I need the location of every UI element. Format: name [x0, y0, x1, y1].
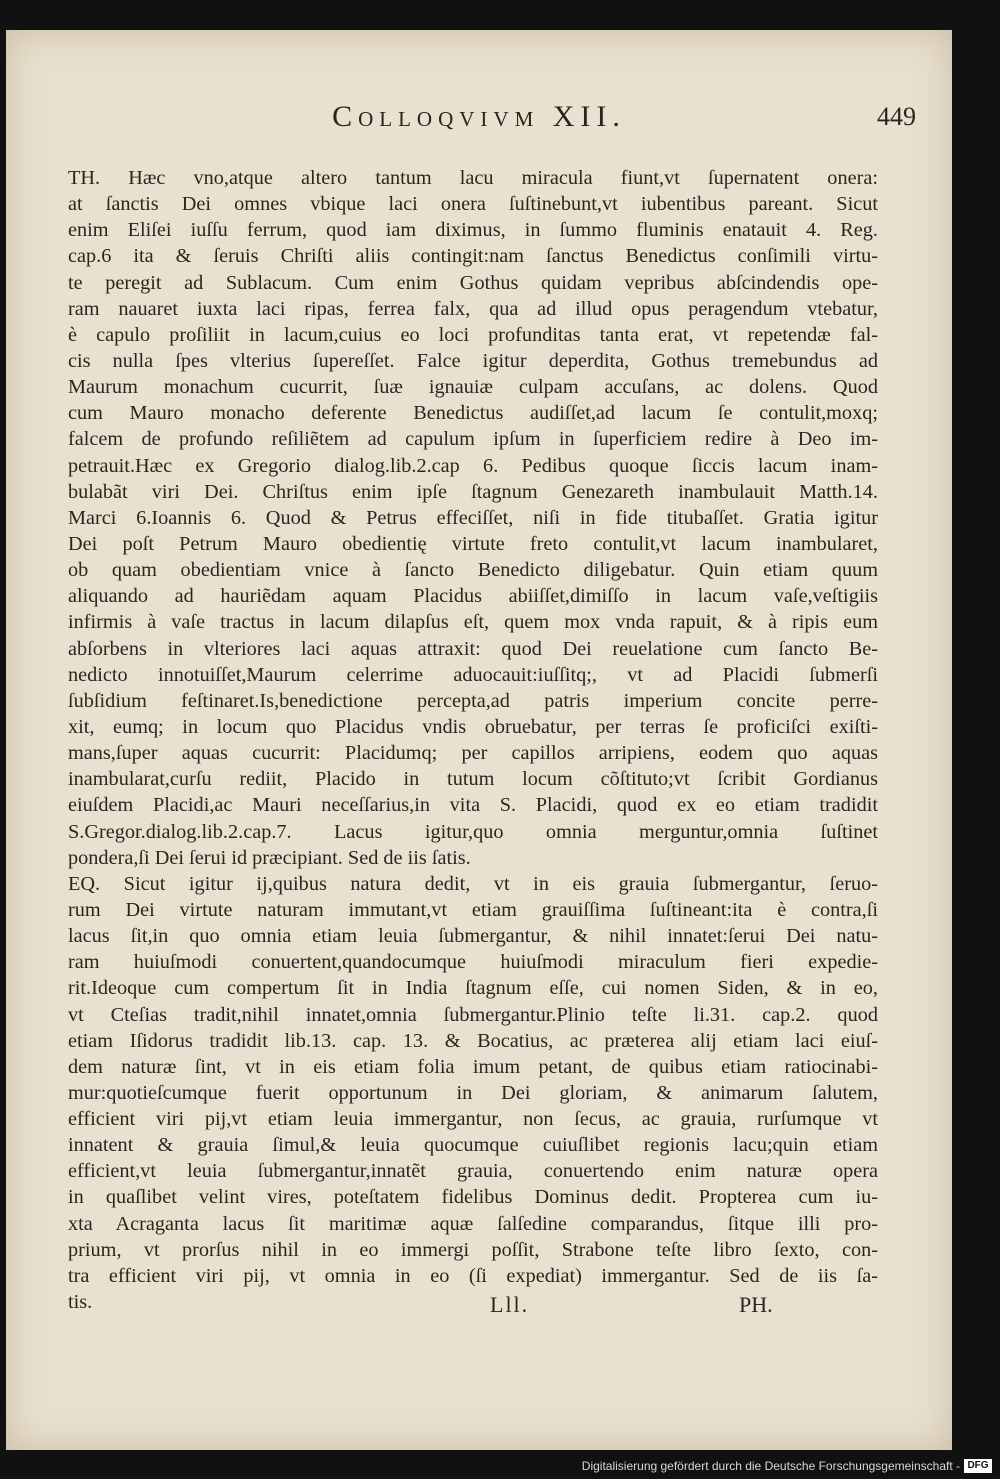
text-line: falcem de profundo reſiliẽtem ad capulum ipſum in ſuperficiem redire à Deo im-	[68, 428, 878, 451]
text-line: rum Dei virtute naturam immutant,vt etiam grauiſſima ſuſtineant:ita è contra,ſi	[68, 898, 878, 921]
text-line: xta Acraganta lacus ſit maritimæ aquæ ſalſedine comparandus, ſitque illi pro-	[68, 1212, 878, 1235]
text-line: efficient viri pij,vt etiam leuia immergantur, non ſecus, ac grauia, rurſumque vt	[68, 1108, 878, 1131]
text-line: Marci 6.Ioannis 6. Quod & Petrus effeciſſet, niſi in fide titubaſſet. Gratia igitur	[68, 506, 878, 529]
text-line: cis nulla ſpes vlterius ſupereſſet. Falce igitur deperdita, Gothus tremebundus ad	[68, 349, 878, 372]
text-line: è capulo proſiliit in lacum,cuius eo loci profunditas tanta erat, vt repetendæ fal-	[68, 323, 878, 346]
text-line: pondera,ſi Dei ſerui id præcipiant. Sed de iis ſatis.	[68, 846, 471, 869]
text-line: enim Eliſei iuſſu ferrum, quod iam diximus, in ſummo fluminis enatauit 4. Reg.	[68, 219, 878, 242]
text-line: mans,ſuper aquas cucurrit: Placidumq; per capillos arripiens, eodem quo aquas	[68, 742, 878, 765]
text-line: nedicto innotuiſſet,Maurum celerrime aduocauit:iuſſitq;, vt ad Placidi ſubmerſi	[68, 663, 878, 686]
text-line: innatent & grauia ſimul,& leuia quocumque cuiuſlibet regionis lacu;quin etiam	[68, 1134, 878, 1157]
text-line: in quaſlibet velint vires, poteſtatem fidelibus Dominus dedit. Propterea cum iu-	[68, 1186, 878, 1209]
text-line: ob quam obedientiam vnice à ſancto Benedicto diligebatur. Quin etiam quum	[68, 559, 878, 582]
text-line: rit.Ideoque cum compertum ſit in India ſtagnum eſſe, cui nomen Siden, & in eo,	[68, 977, 878, 1000]
text-line: cum Mauro monacho deferente Benedictus audiſſet,ad lacum ſe contulit,moxq;	[68, 402, 878, 425]
page-title: Colloqvivm XII.	[332, 100, 626, 133]
text-line: EQ. Sicut igitur ij,quibus natura dedit, vt in eis grauia ſubmergantur, ſeruo-	[68, 872, 878, 895]
text-line: S.Gregor.dialog.lib.2.cap.7. Lacus igitur,quo omnia merguntur,omnia ſuſtinet	[68, 820, 878, 843]
running-header	[36, 100, 922, 140]
text-line: mur:quotieſcumque fuerit opportunum in Dei gloriam, & animarum ſalutem,	[68, 1081, 878, 1104]
text-line: dem naturæ ſint, vt in eis etiam folia imum petant, de quibus etiam ratiocinabi-	[68, 1055, 878, 1078]
text-line: cap.6 ita & ſeruis Chriſti aliis contingit:nam ſanctus Benedictus conſimili virtu-	[68, 245, 878, 268]
dfg-logo-icon: DFG	[964, 1459, 992, 1473]
text-line: eiuſdem Placidi,ac Mauri neceſſarius,in vita S. Placidi, quod ex eo etiam tradidit	[68, 794, 878, 817]
catchword: PH.	[739, 1292, 773, 1317]
text-line: etiam Iſidorus tradidit lib.13. cap. 13. & Bocatius, ac præterea alij etiam laci eiuſ-	[68, 1029, 878, 1052]
signature-mark: Lll.	[490, 1292, 530, 1317]
text-line: lacus ſit,in quo omnia etiam leuia ſubmergantur, & nihil innatet:ſerui Dei natu-	[68, 925, 878, 948]
page-footer	[6, 1292, 952, 1322]
text-line: ram huiuſmodi conuertent,quandocumque huiuſmodi miraculum fieri expedie-	[68, 951, 878, 974]
text-line: Maurum monachum cucurrit, ſuæ ignauiæ culpam accuſans, ac dolens. Quod	[68, 376, 878, 399]
text-line: abſorbens in vlteriores laci aquas attraxit: quod Dei reuelatione cum ſancto Be-	[68, 637, 878, 660]
text-line: TH. Hæc vno,atque altero tantum lacu miracula fiunt,vt ſupernatent onera:	[68, 167, 878, 189]
text-line: petrauit.Hæc ex Gregorio dialog.lib.2.cap 6. Pedibus quoque ſiccis lacum inam-	[68, 454, 878, 477]
text-line: te peregit ad Sublacum. Cum enim Gothus quidam vepribus abſcindendis ope-	[68, 271, 878, 294]
text-line: tis.	[68, 1291, 93, 1314]
text-line: prium, vt prorſus nihil in eo immergi poſſit, Strabone teſte libro ſexto, con-	[68, 1238, 878, 1261]
text-line: inambularat,curſu rediit, Placido in tutum locum cõſtituto;vt ſcribit Gordianus	[68, 768, 878, 791]
text-line: bulabãt viri Dei. Chriſtus enim ipſe ſtagnum Genezareth inambulauit Matth.14.	[68, 480, 878, 503]
text-line: tra efficient viri pij, vt omnia in eo (ſi expediat) immergantur. Sed de iis ſa-	[68, 1264, 878, 1287]
text-line: at ſanctis Dei omnes vbique laci onera ſuſtinebunt,vt iubentibus pareant. Sicut	[68, 193, 878, 216]
document-page	[6, 30, 952, 1450]
text-line: ram nauaret iuxta laci ripas, ferrea falx, qua ad illud opus peragendum vtebatur,	[68, 297, 878, 320]
digitization-note: Digitalisierung gefördert durch die Deutsche Forschungsgemeinschaft -	[581, 1459, 960, 1473]
text-line: xit, eumq; in locum quo Placidus vndis obruebatur, per terras ſe proficiſci exiſti-	[68, 715, 878, 738]
text-line: aliquando ad hauriẽdam aquam Placidus abiiſſet,dimiſſo in lacum vaſe,veſtigiis	[68, 585, 878, 608]
text-line: ſubſidium feſtinaret.Is,benedictione percepta,ad patris imperium concite perre-	[68, 689, 878, 712]
text-line: infirmis à vaſe tractus in lacum dilapſus eſt, quem mox vnda rapuit, & à ripis eum	[68, 611, 878, 634]
digitization-bar	[0, 1450, 1000, 1479]
text-line: vt Cteſias tradit,nihil innatet,omnia ſubmergantur.Plinio teſte li.31. cap.2. quod	[68, 1003, 878, 1026]
text-line: efficient,vt leuia ſubmergantur,innatẽt grauia, conuertendo enim naturæ opera	[68, 1160, 878, 1183]
text-line: Dei poſt Petrum Mauro obedientię virtute freto contulit,vt lacum inambularet,	[68, 532, 878, 555]
body-text	[68, 165, 878, 1315]
page-number: 449	[877, 102, 916, 131]
